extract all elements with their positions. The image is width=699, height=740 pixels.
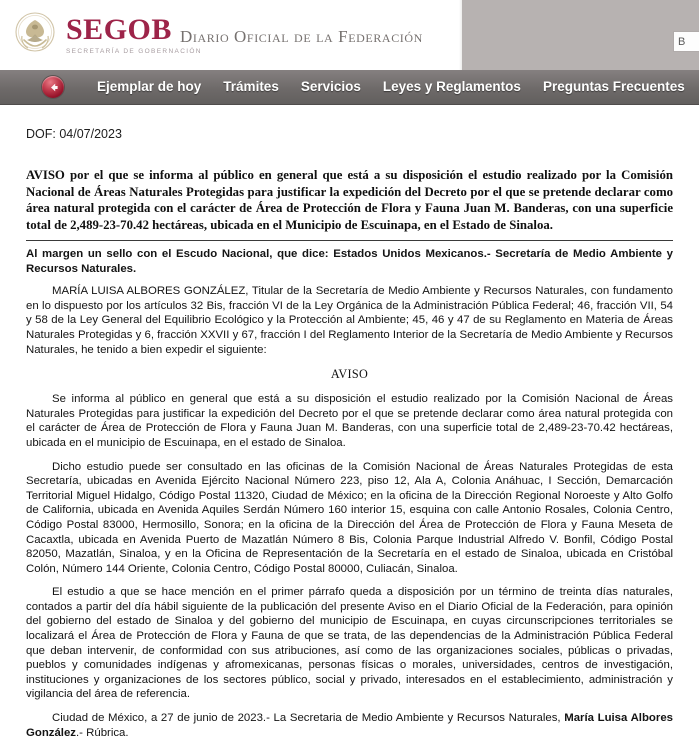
authority-paragraph: MARÍA LUISA ALBORES GONZÁLEZ, Titular de la Secretaría de Medio Ambiente y Recursos Naturales, con fundamento en lo dispuesto por los artículos 32 Bis, fracción VI de la Ley Orgánica de la Administración Pública Federal; 46, fracción VII, 54 y 58 de la Ley General del Equilibrio Ecológico y la Protección al Ambiente; 45, 46 y 47 de su Reglamento en Materia de Áreas Naturales Protegidas y 6, fracción XXVII y 67, fracción I del Reglamento Interior de la Secretaría de Medio Ambiente y Recursos Naturales, he tenido a bien expedir el siguiente: [26,285,673,356]
signature-name: María Luisa Albores González [26,712,673,739]
brand-subtitle: SECRETARÍA DE GOBERNACIÓN [66,48,202,55]
dof-wordmark: Diario Oficial de la Federación [180,27,423,46]
brand-title: SEGOB [66,13,172,46]
segob-brand[interactable] [12,10,202,58]
nav-item-ejemplar-de-hoy[interactable]: Ejemplar de hoy [97,79,202,94]
signature-suffix: .- Rúbrica. [76,726,129,739]
nav-item-servicios[interactable]: Servicios [300,79,361,94]
nav-item-preguntas-frecuentes[interactable]: Preguntas Frecuentes [542,79,685,94]
main-navigation [0,70,699,105]
divider-top [26,240,673,241]
nav-item-leyes-y-reglamentos[interactable]: Leyes y Reglamentos [382,79,521,94]
body-paragraph-1: Se informa al público en general que está a su disposición el estudio realizado por la Comisión Nacional de Áreas Naturales Protegidas para justificar la expedición del Decreto por el que se pretende declarar como área natural protegida con el carácter de Área de Protección de Flora y Fauna Juan M. Banderas, con una superficie total de 2,489-23-70.42 hectáreas, ubicada en el municipio de Escuinapa, en el estado de Sinaloa. [26,393,673,449]
body-paragraph-2: Dicho estudio puede ser consultado en las oficinas de la Comisión Nacional de Áreas Naturales Protegidas de esta Secretaría, ubicadas en Avenida Ejército Nacional Número 223, piso 12, Ala A, Colonia Anáhuac, I Sección, Demarcación Territorial Miguel Hidalgo, Código Postal 11320, Ciudad de México; en la oficina de la Dirección Regional Noroeste y Alto Golfo de California, ubicada en Avenida Aquiles Serdán Número 160 interior 15, esquina con calle Antonio Rosales, Colonia Centro, Código Postal 83000, Hermosillo, Sonora; en la oficina de la Dirección del Área de Protección de Flora y Fauna Meseta de Cacaxtla, ubicada en Avenida Puerto de Mazatlán Número 8 Bis, Colonia Parque Industrial Alfredo V. Bonfil, Código Postal 82050, Mazatlán, Sinaloa, y en la Oficina de Representación de la Secretaría en el estado de Sinaloa, ubicada en Cristóbal Colón, Número 144 Oriente, Colonia Centro, Código Postal 80000, Culiacán, Sinaloa. [26,460,673,575]
lead-paragraph: AVISO por el que se informa al público en general que está a su disposición el estudio realizado por la Comisión Nacional de Áreas Naturales Protegidas para justificar la expedición del Decreto por el que se pretende declarar como área natural protegida con el carácter de Área de Protección de Flora y Fauna Juan M. Banderas, con una superficie total de 2,489-23-70.42 hectáreas, ubicada en el Municipio de Escuinapa, en el Estado de Sinaloa. [26,168,673,232]
nav-items [86,70,696,104]
document-body [0,127,699,740]
dof-date-line: DOF: 04/07/2023 [26,127,122,141]
signature-paragraph [26,711,673,740]
search-input[interactable] [673,31,699,52]
aviso-heading: AVISO [330,367,369,382]
nav-item-tramites[interactable]: Trámites [223,79,279,94]
body-paragraph-3: El estudio a que se hace mención en el primer párrafo queda a disposición por un término de treinta días naturales, contados a partir del día hábil siguiente de la publicación del presente Aviso en el Diario Oficial de la Federación, para opinión del gobierno del estado de Sinaloa y del gobierno del municipio de Escuinapa, en cuyas circunscripciones territoriales se localizará el Área de Protección de Flora y Fauna de que se trata, de las dependencias de la Administración Pública Federal que deban intervenir, de conformidad con sus atribuciones, así como de las organizaciones sociales, públicas o privadas, pueblos y comunidades indígenas y afromexicanas, personas físicas o morales, universidades, centros de investigación, instituciones y organizaciones de los sectores público, social y privado, interesados en el establecimiento, administración y vigilancia del área de referencia. [26,586,673,701]
back-arrow-icon[interactable] [42,76,64,98]
site-header [0,0,699,70]
mexican-coat-of-arms-icon [12,10,58,58]
signature-prefix: Ciudad de México, a 27 de junio de 2023.- La Secretaria de Medio Ambiente y Recursos Naturales, [52,712,565,725]
sello-paragraph: Al margen un sello con el Escudo Nacional, que dice: Estados Unidos Mexicanos.- Secretaría de Medio Ambiente y Recursos Naturales. [26,248,673,275]
search-box[interactable] [673,31,699,52]
